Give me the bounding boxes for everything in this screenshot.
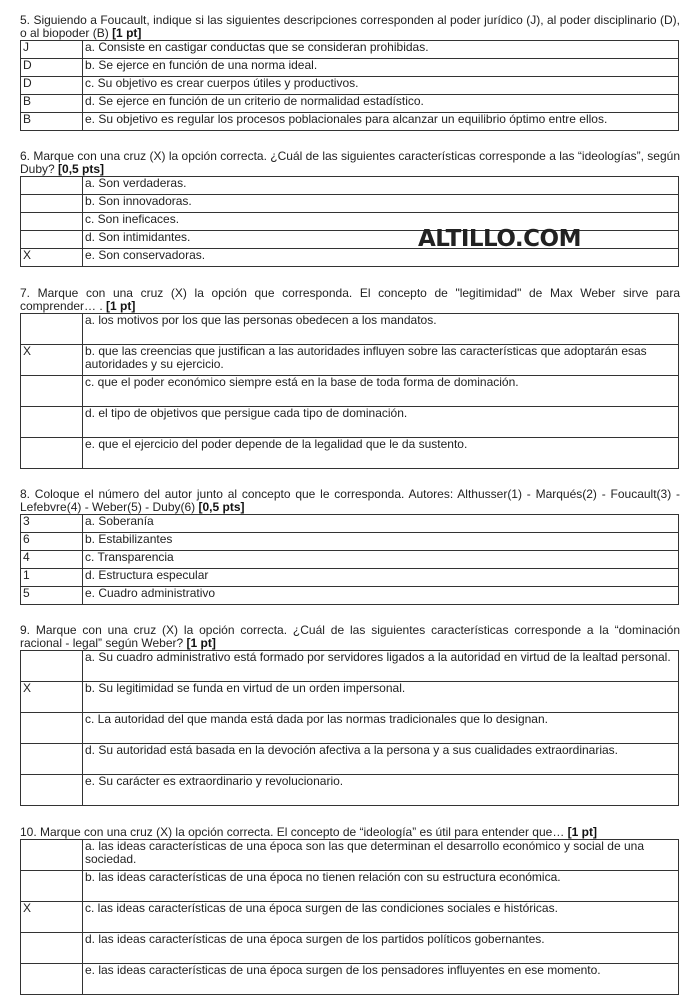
answer-cell[interactable]: B <box>21 95 83 113</box>
table-row <box>21 59 679 77</box>
option-text: b. que las creencias que justifican a las autoridades influyen sobre las características que adoptarán esas autoridades y su ejercicio. <box>83 345 679 376</box>
question-5-points: [1 pt] <box>112 26 142 40</box>
question-6-prompt: 6. Marque con una cruz (X) la opción correcta. ¿Cuál de las siguientes características corresponde a las “ideologías”, según Duby? [0,5 pts] <box>20 149 680 176</box>
answer-cell[interactable]: 6 <box>21 533 83 551</box>
question-7-points: [1 pt] <box>106 299 136 313</box>
answer-cell[interactable]: B <box>21 113 83 131</box>
option-text: c. que el poder económico siempre está en la base de toda forma de dominación. <box>83 376 679 407</box>
option-text: e. Son conservadoras. <box>83 249 679 267</box>
question-7-table <box>20 313 679 469</box>
answer-cell[interactable] <box>21 744 83 775</box>
answer-cell[interactable]: 4 <box>21 551 83 569</box>
question-5-table <box>20 40 679 131</box>
question-9-table <box>20 650 679 806</box>
table-row <box>21 515 679 533</box>
option-text: c. La autoridad del que manda está dada por las normas tradicionales que lo designan. <box>83 713 679 744</box>
answer-cell[interactable]: 3 <box>21 515 83 533</box>
answer-cell[interactable] <box>21 651 83 682</box>
option-text: e. las ideas características de una época surgen de los pensadores influyentes en ese momento. <box>83 964 679 995</box>
option-text: a. los motivos por los que las personas obedecen a los mandatos. <box>83 314 679 345</box>
option-text: b. las ideas características de una época no tienen relación con su estructura económica. <box>83 871 679 902</box>
answer-cell[interactable] <box>21 376 83 407</box>
question-10-points: [1 pt] <box>567 825 597 839</box>
option-text: a. Soberanía <box>83 515 679 533</box>
answer-cell[interactable] <box>21 840 83 871</box>
table-row <box>21 376 679 407</box>
answer-cell[interactable] <box>21 213 83 231</box>
question-8-prompt: 8. Coloque el número del autor junto al concepto que le corresponda. Autores: Althusser(1) - Marqués(2) - Foucault(3) - Lefebvre(4) - Weber(5) - Duby(6) [0,5 pts] <box>20 487 680 514</box>
answer-cell[interactable]: 5 <box>21 587 83 605</box>
table-row <box>21 964 679 995</box>
option-text: d. Estructura especular <box>83 569 679 587</box>
option-text: d. las ideas características de una época surgen de los partidos políticos gobernantes. <box>83 933 679 964</box>
option-text: e. que el ejercicio del poder depende de la legalidad que le da sustento. <box>83 438 679 469</box>
option-text: d. Su autoridad está basada en la devoción afectiva a la persona y a sus cualidades extraordinarias. <box>83 744 679 775</box>
question-9 <box>20 624 680 806</box>
option-text: e. Su objetivo es regular los procesos poblacionales para alcanzar un equilibrio óptimo entre ellos. <box>83 113 679 131</box>
option-text: c. las ideas características de una época surgen de las condiciones sociales e históricas. <box>83 902 679 933</box>
option-text: c. Su objetivo es crear cuerpos útiles y productivos. <box>83 77 679 95</box>
table-row <box>21 840 679 871</box>
option-text: c. Son ineficaces. <box>83 213 679 231</box>
answer-cell[interactable] <box>21 933 83 964</box>
option-text: d. Se ejerce en función de un criterio de normalidad estadístico. <box>83 95 679 113</box>
table-row <box>21 682 679 713</box>
table-row <box>21 933 679 964</box>
answer-cell[interactable]: X <box>21 902 83 933</box>
question-10 <box>20 826 680 995</box>
answer-cell[interactable]: X <box>21 345 83 376</box>
table-row <box>21 314 679 345</box>
question-8-points: [0,5 pts] <box>198 500 245 514</box>
answer-cell[interactable] <box>21 964 83 995</box>
option-text: e. Su carácter es extraordinario y revolucionario. <box>83 775 679 806</box>
option-text: c. Transparencia <box>83 551 679 569</box>
table-row <box>21 744 679 775</box>
option-text: a. Son verdaderas. <box>83 177 679 195</box>
option-text: e. Cuadro administrativo <box>83 587 679 605</box>
table-row <box>21 77 679 95</box>
answer-cell[interactable] <box>21 407 83 438</box>
option-text: a. Su cuadro administrativo está formado por servidores ligados a la autoridad en virtud de la lealtad personal. <box>83 651 679 682</box>
table-row <box>21 871 679 902</box>
answer-cell[interactable]: X <box>21 249 83 267</box>
answer-cell[interactable] <box>21 314 83 345</box>
question-6-points: [0,5 pts] <box>58 162 105 176</box>
table-row <box>21 902 679 933</box>
answer-cell[interactable] <box>21 438 83 469</box>
answer-cell[interactable] <box>21 713 83 744</box>
answer-cell[interactable]: 1 <box>21 569 83 587</box>
question-7-prompt: 7. Marque con una cruz (X) la opción que corresponda. El concepto de "legitimidad" de Max Weber sirve para comprender… . [1 pt] <box>20 286 680 313</box>
table-row <box>21 113 679 131</box>
question-8-table <box>20 514 679 605</box>
answer-cell[interactable]: D <box>21 77 83 95</box>
answer-cell[interactable] <box>21 871 83 902</box>
watermark-logo: ALTILLO.COM <box>418 226 581 252</box>
table-row <box>21 345 679 376</box>
table-row <box>21 551 679 569</box>
question-6-table <box>20 176 679 267</box>
option-text: b. Se ejerce en función de una norma ideal. <box>83 59 679 77</box>
option-text: d. Son intimidantes. <box>83 231 679 249</box>
option-text: d. el tipo de objetivos que persigue cada tipo de dominación. <box>83 407 679 438</box>
table-row <box>21 95 679 113</box>
answer-cell[interactable]: X <box>21 682 83 713</box>
question-5 <box>20 14 680 131</box>
option-text: a. Consiste en castigar conductas que se consideran prohibidas. <box>83 41 679 59</box>
question-10-prompt: 10. Marque con una cruz (X) la opción correcta. El concepto de “ideología” es útil para entender que… [1 pt] <box>20 825 597 839</box>
option-text: b. Su legitimidad se funda en virtud de un orden impersonal. <box>83 682 679 713</box>
question-7 <box>20 287 680 469</box>
answer-cell[interactable]: J <box>21 41 83 59</box>
table-row <box>21 438 679 469</box>
answer-cell[interactable] <box>21 195 83 213</box>
question-6 <box>20 150 680 267</box>
table-row <box>21 177 679 195</box>
table-row <box>21 775 679 806</box>
question-5-prompt: 5. Siguiendo a Foucault, indique si las siguientes descripciones corresponden al poder jurídico (J), al poder disciplinario (D), o al biopoder (B) [1 pt] <box>20 13 680 40</box>
answer-cell[interactable] <box>21 177 83 195</box>
table-row <box>21 713 679 744</box>
table-row <box>21 533 679 551</box>
option-text: b. Estabilizantes <box>83 533 679 551</box>
option-text: b. Son innovadoras. <box>83 195 679 213</box>
question-9-prompt: 9. Marque con una cruz (X) la opción correcta. ¿Cuál de las siguientes características corresponde a la “dominación racional - legal” según Weber? [1 pt] <box>20 623 680 650</box>
answer-cell[interactable] <box>21 775 83 806</box>
table-row <box>21 41 679 59</box>
table-row <box>21 195 679 213</box>
question-9-points: [1 pt] <box>186 636 216 650</box>
question-10-table <box>20 839 679 995</box>
table-row <box>21 651 679 682</box>
question-8 <box>20 488 680 605</box>
option-text: a. las ideas características de una época son las que determinan el desarrollo económico y social de una sociedad. <box>83 840 679 871</box>
table-row <box>21 587 679 605</box>
table-row <box>21 569 679 587</box>
answer-cell[interactable] <box>21 231 83 249</box>
answer-cell[interactable]: D <box>21 59 83 77</box>
table-row <box>21 407 679 438</box>
